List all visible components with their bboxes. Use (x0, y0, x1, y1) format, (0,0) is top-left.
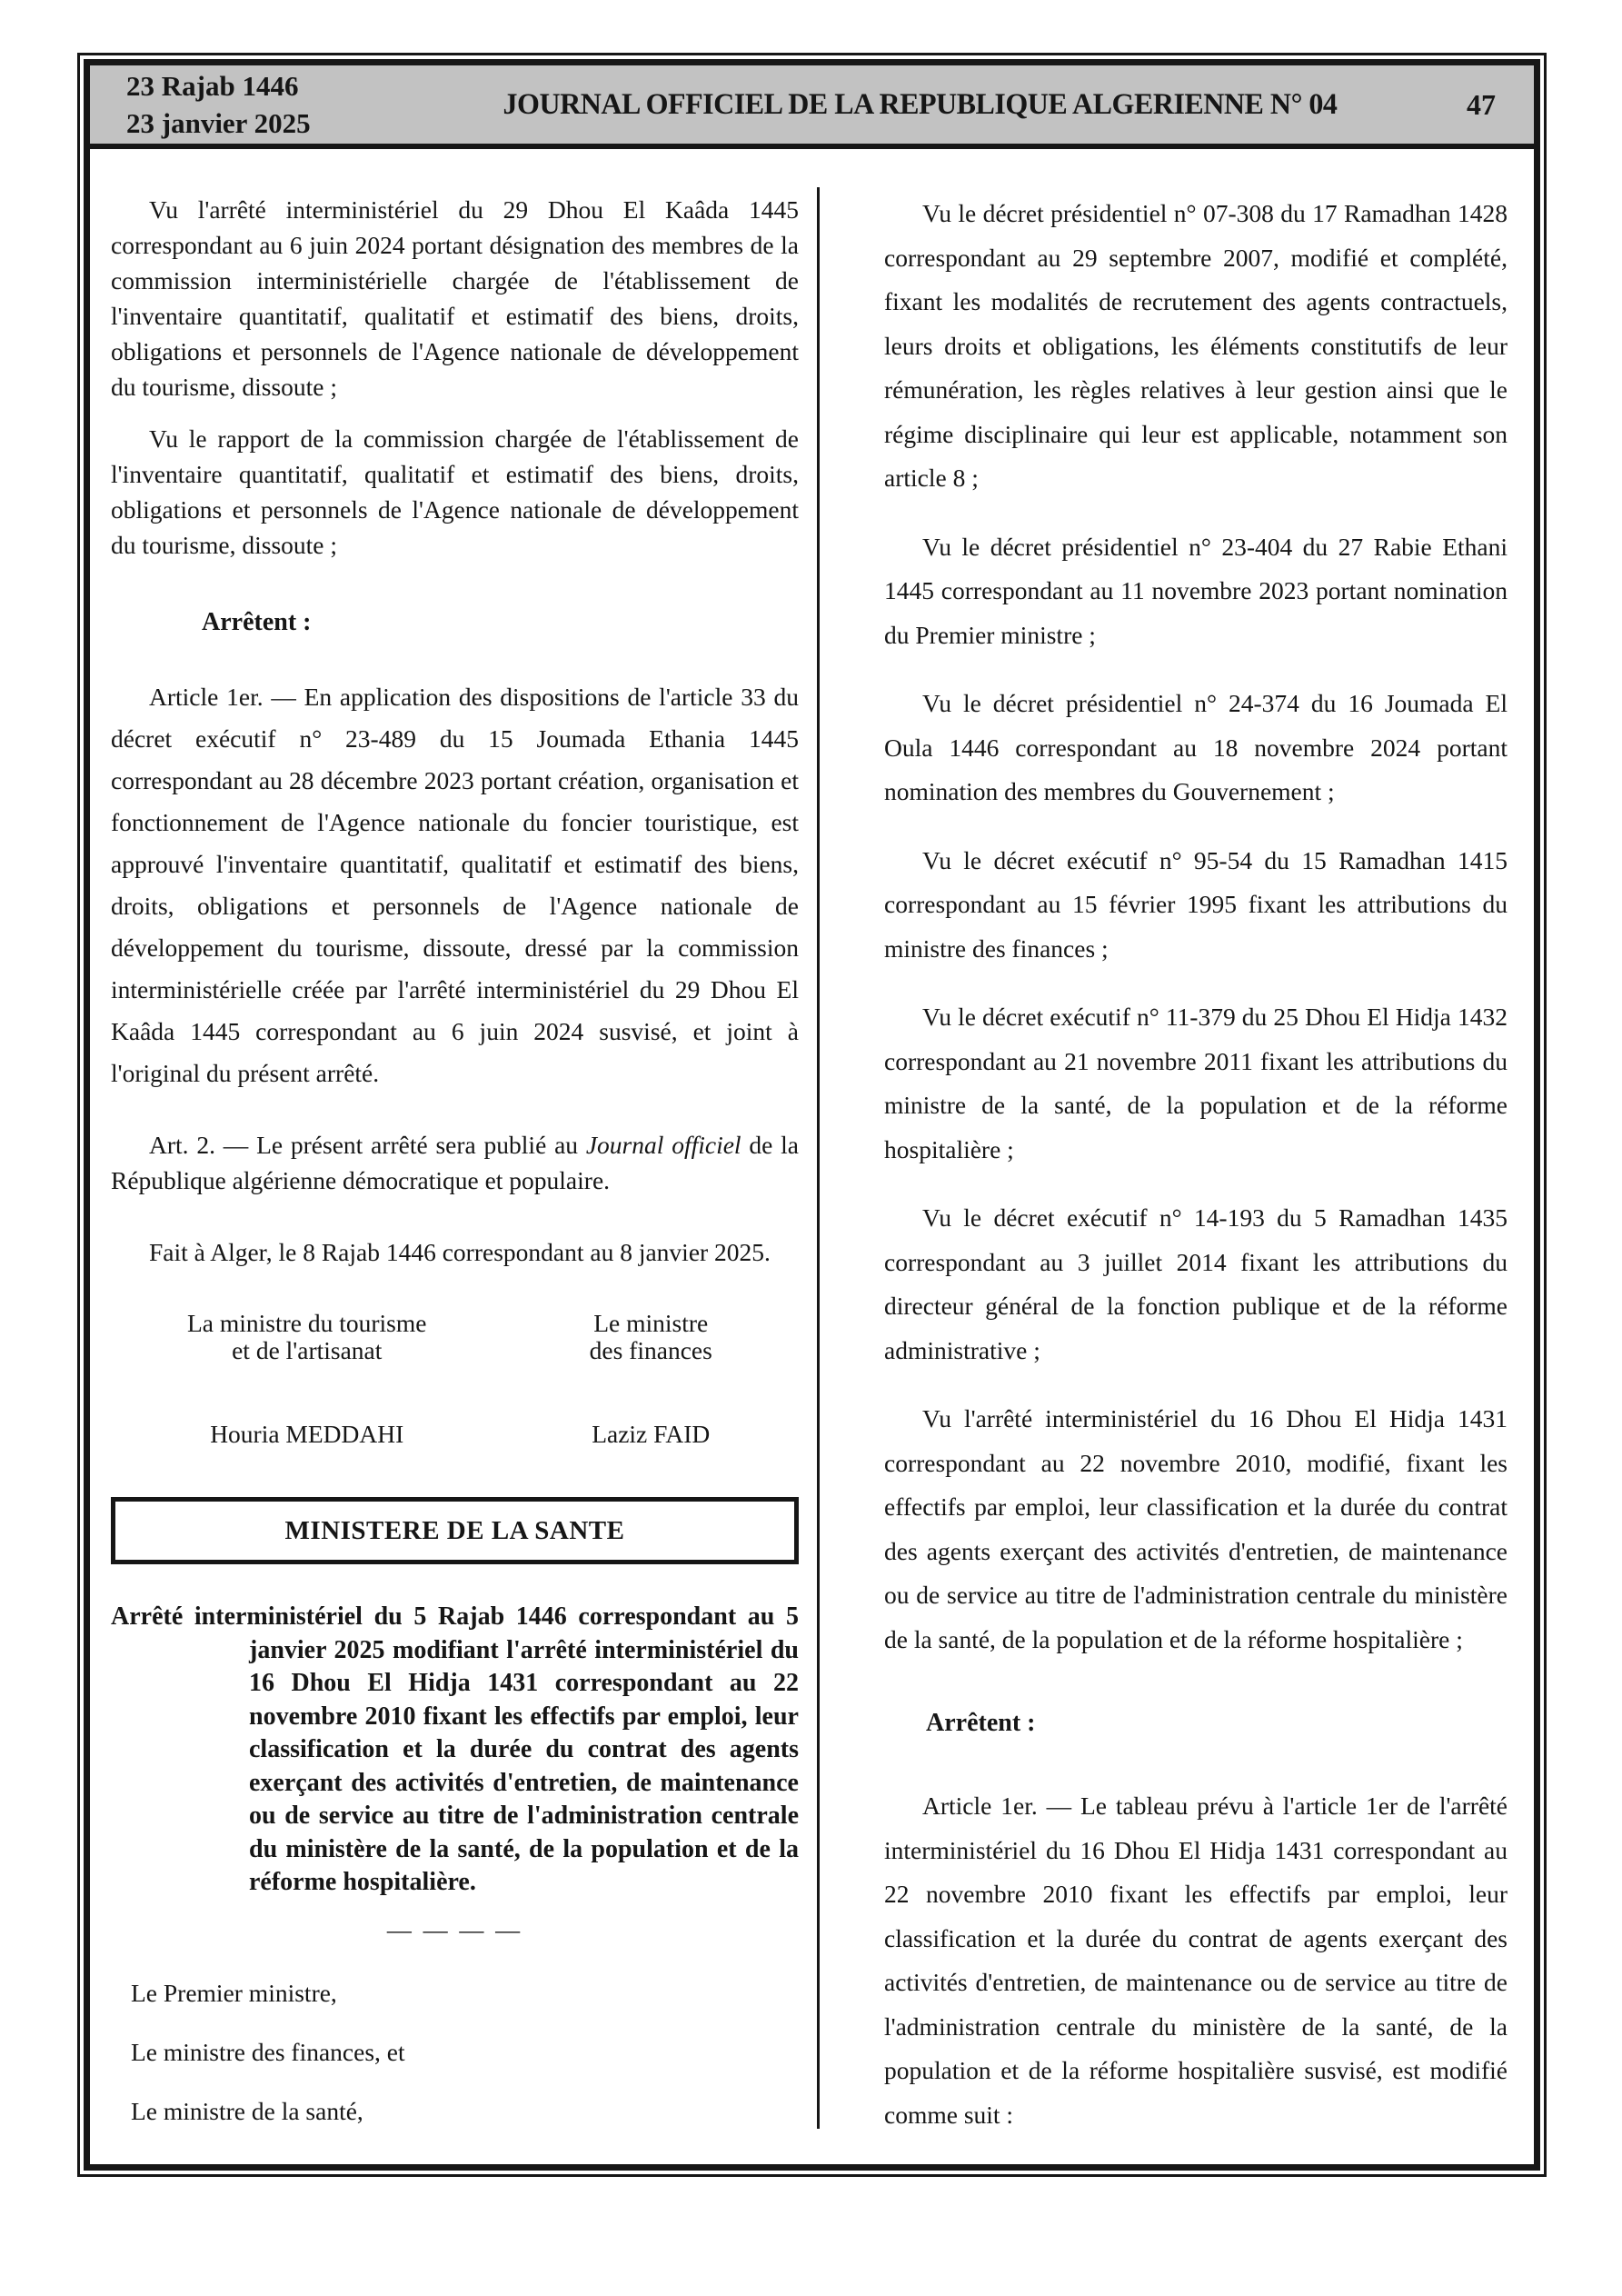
ministry-section-box (111, 1497, 799, 1564)
visa-paragraph: Vu le rapport de la commission chargée de l'établissement de l'inventaire quantitatif, qualitatif et estimatif des biens, droits, obligations et personnels de l'Agence nationale de développement du tourisme, dissoute ; (111, 424, 799, 559)
article-1-paragraph: Article 1er. — Le tableau prévu à l'article 1er de l'arrêté interministériel du 16 Dhou El Hidja 1431 correspondant au 22 novembre 2010 fixant les effectifs par emploi, leur classification et la durée du contrat de agents exerçant des activités d'entretien, de maintenance ou de service au titre de l'administration centrale du ministère de la santé, de la population et de la réforme hospitalière susvisé, est modifié comme suit : (884, 1792, 1508, 2129)
right-column (884, 149, 1508, 2137)
ministry-section-title: MINISTERE DE LA SANTE (284, 1515, 625, 1545)
signature-name-left: Houria MEDDAHI (210, 1420, 404, 1448)
fait-a-alger-line: Fait à Alger, le 8 Rajab 1446 correspondant au 8 janvier 2025. (149, 1238, 771, 1266)
signatory-intro-line: Le ministre de la santé, (131, 2096, 363, 2125)
signature-role-left: La ministre du tourisme et de l'artisanat (186, 1309, 427, 1364)
header-dates (90, 67, 444, 142)
visa-paragraph: Vu le décret présidentiel n° 24-374 du 16 Joumada El Oula 1446 correspondant au 18 novembre 2024 portant nomination des membres du Gouvernement ; (884, 689, 1508, 805)
signature-names-row (111, 1421, 799, 1448)
visa-paragraph: Vu le décret exécutif n° 11-379 du 25 Dhou El Hidja 1432 correspondant au 21 novembre 2011 fixant les attributions du ministre de la santé, de la population et de la réforme hospitalière ; (884, 1003, 1508, 1163)
page-border (77, 53, 1547, 2177)
visa-paragraph: Vu le décret présidentiel n° 23-404 du 27 Rabie Ethani 1445 correspondant au 11 novembre 2023 portant nomination du Premier ministre ; (884, 532, 1508, 649)
visa-paragraph: Vu l'arrêté interministériel du 16 Dhou El Hidja 1431 correspondant au 22 novembre 2010, modifié, fixant les effectifs par emploi, leur classification et la durée du contrat des agents exerçant des activités d'entretien, de maintenance ou de service au titre de l'administration centrale du ministère de la santé, de la population et de la réforme hospitalière ; (884, 1404, 1508, 1653)
date-gregorian: 23 janvier 2025 (126, 107, 311, 139)
column-divider (817, 187, 820, 2129)
article-1-paragraph: Article 1er. — En application des dispositions de l'article 33 du décret exécutif n° 23-489 du 15 Joumada Ethania 1445 correspondant au 28 décembre 2023 portant création, organisation et fonctionnement de l'Agence nationale du foncier touristique, est approuvé l'inventaire quantitatif, qualitatif et estimatif des biens, droits, obligations et personnels de l'Agence nationale de développement du tourisme, dissoute, dressé par la commission interministérielle créée par l'arrêté interministériel du 29 Dhou El Kaâda 1445 correspondant au 6 juin 2024 susvisé, et joint à l'original du présent arrêté. (111, 683, 799, 1087)
signatory-intro-line: Le Premier ministre, (131, 1978, 337, 2007)
arretent-heading: Arrêtent : (202, 608, 312, 636)
journal-title: JOURNAL OFFICIEL DE LA REPUBLIQUE ALGERIENNE N° 04 (503, 87, 1338, 121)
page-content (90, 149, 1534, 2164)
visa-paragraph: Vu l'arrêté interministériel du 29 Dhou El Kaâda 1445 correspondant au 6 juin 2024 portant désignation des membres de la commission interministérielle chargée de l'établissement de l'inventaire quantitatif, qualitatif et estimatif des biens, droits, obligations et personnels de l'Agence nationale de développement du tourisme, dissoute ; (111, 195, 799, 401)
signature-name-right: Laziz FAID (592, 1420, 711, 1448)
article-2-text: de la République algérienne démocratique et populaire. (111, 1131, 799, 1194)
signatory-intro-line: Le ministre des finances, et (131, 2037, 405, 2066)
arretent-heading: Arrêtent : (926, 1709, 1036, 1737)
visa-paragraph: Vu le décret exécutif n° 95-54 du 15 Ramadhan 1415 correspondant au 15 février 1995 fixant les attributions du ministre des finances ; (884, 845, 1508, 963)
visa-paragraph: Vu le décret exécutif n° 14-193 du 5 Ramadhan 1435 correspondant au 3 juillet 2014 fixant les attributions du directeur général de la fonction publique et de la réforme administrative ; (884, 1203, 1508, 1364)
journal-officiel-italic: Journal officiel (585, 1131, 741, 1159)
left-column (111, 149, 799, 2125)
date-hijri: 23 Rajab 1446 (126, 70, 299, 102)
signature-roles-row (111, 1310, 799, 1364)
page-header (90, 65, 1534, 149)
decree-title-paragraph: Arrêté interministériel du 5 Rajab 1446 correspondant au 5 janvier 2025 modifiant l'arrêté interministériel du 16 Dhou El Hidja 1431 correspondant au 22 novembre 2010 fixant les effectifs par emploi, leur classification et la durée du contrat des agents exerçant des activités d'entretien, de maintenance ou de service au titre de l'administration centrale du ministère de la santé, de la population et de la réforme hospitalière. (111, 1602, 799, 1896)
article-2-paragraph (111, 1127, 799, 1198)
signature-role-right: Le ministre des finances (589, 1309, 712, 1364)
page-inner-border (84, 59, 1540, 2171)
page-number: 47 (1467, 87, 1496, 121)
dash-separator: — — — — (386, 1915, 523, 1943)
article-2-text: Art. 2. — Le présent arrêté sera publié au (149, 1131, 586, 1159)
visa-paragraph: Vu le décret présidentiel n° 07-308 du 17 Ramadhan 1428 correspondant au 29 septembre 2007, modifié et complété, fixant les modalités de recrutement des agents contractuels, leurs droits et obligations, les éléments constitutifs de leur rémunération, les règles relatives à leur gestion ainsi que le régime disciplinaire qui leur est applicable, notamment son article 8 ; (884, 199, 1508, 492)
